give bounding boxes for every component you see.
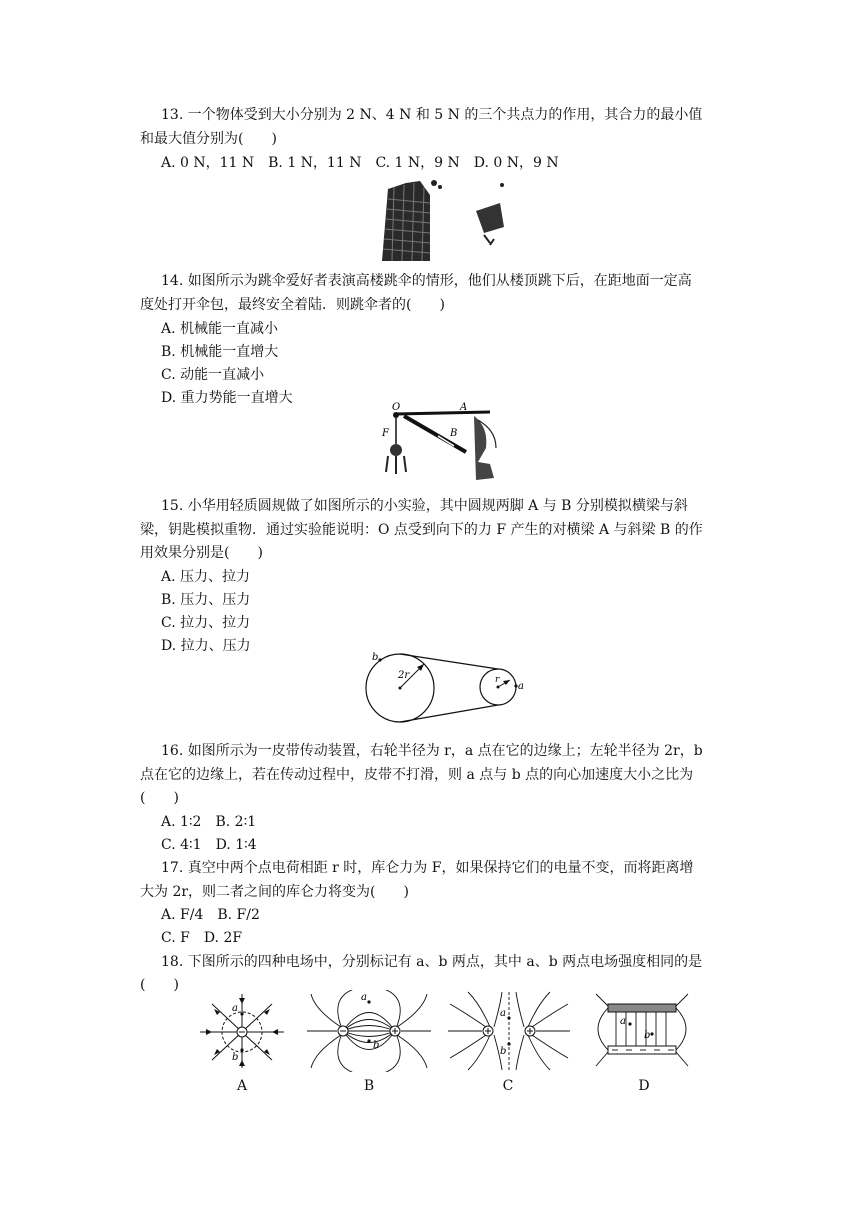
fig18b-point-b: b — [373, 1040, 380, 1051]
label-a-point: a — [518, 681, 524, 692]
field-d-figure — [586, 990, 698, 1072]
q15-line2: 梁，钥匙模拟重物．通过实验能说明：O 点受到向下的力 F 产生的对横梁 A 与斜梁 B 的作 — [140, 522, 703, 538]
caption-b: B — [363, 1078, 375, 1094]
compass-experiment-figure — [378, 400, 510, 482]
q14-line1: 14. 如图所示为跳伞爱好者表演高楼跳伞的情形，他们从楼顶跳下后，在距地面一定高 — [161, 273, 692, 289]
q16-line3: ( ) — [140, 790, 179, 806]
q16-options-1: A. 1∶2 B. 2∶1 — [161, 814, 257, 830]
label-2r: 2r — [398, 670, 410, 681]
caption-a: A — [236, 1078, 248, 1094]
fig18b-point-a: a — [361, 992, 367, 1003]
q18-line2: ( ) — [140, 977, 179, 993]
q15-option-d: D. 拉力、压力 — [161, 638, 251, 654]
fig18a-point-a: a — [232, 1003, 238, 1014]
fig18a-point-b: b — [232, 1052, 239, 1063]
q17-line1: 17. 真空中两个点电荷相距 r 时，库仑力为 F，如果保持它们的电量不变，而将距离增 — [161, 860, 694, 876]
q15-option-a: A. 压力、拉力 — [161, 569, 251, 585]
q16-options-2: C. 4∶1 D. 1∶4 — [161, 837, 257, 853]
q16-line2: 点在它的边缘上，若在传动过程中，皮带不打滑，则 a 点与 b 点的向心加速度大小之比为 — [140, 767, 694, 783]
field-a-figure — [196, 992, 288, 1070]
q14-line2: 度处打开伞包，最终安全着陆．则跳伞者的( ) — [140, 297, 445, 313]
q17-options-1: A. F/4 B. F/2 — [161, 907, 260, 923]
fig18d-point-b: b — [644, 1030, 651, 1041]
fig18c-point-a: a — [500, 1008, 506, 1019]
label-b: B — [450, 428, 458, 439]
q13-line2: 和最大值分别为( ) — [140, 131, 277, 147]
label-o: O — [392, 402, 401, 413]
q13-options: A. 0 N，11 N B. 1 N，11 N C. 1 N，9 N D. 0 N，9 N — [161, 155, 559, 171]
label-a: A — [460, 402, 468, 413]
caption-d: D — [638, 1078, 650, 1094]
q14-option-d: D. 重力势能一直增大 — [161, 390, 293, 406]
caption-c: C — [502, 1078, 514, 1094]
parachute-building-figure — [380, 175, 510, 261]
q14-option-b: B. 机械能一直增大 — [161, 344, 279, 360]
label-f: F — [382, 428, 389, 439]
field-c-figure — [446, 990, 572, 1072]
q15-option-c: C. 拉力、拉力 — [161, 615, 251, 631]
q14-option-c: C. 动能一直减小 — [161, 367, 265, 383]
label-b-point: b — [372, 652, 379, 663]
q17-options-2: C. F D. 2F — [161, 930, 243, 946]
q15-option-b: B. 压力、压力 — [161, 592, 251, 608]
q13-line1: 13. 一个物体受到大小分别为 2 N、4 N 和 5 N 的三个共点力的作用，其合力的最小值 — [161, 107, 703, 123]
fig18c-point-b: b — [500, 1046, 507, 1057]
q17-line2: 大为 2r，则二者之间的库仑力将变为( ) — [140, 884, 409, 900]
label-r: r — [495, 675, 500, 685]
q15-line3: 用效果分别是( ) — [140, 545, 263, 561]
q18-line1: 18. 下图所示的四种电场中，分别标记有 a、b 两点，其中 a、b 两点电场强度相同的是 — [161, 954, 703, 970]
q15-line1: 15. 小华用轻质圆规做了如图所示的小实验，其中圆规两脚 A 与 B 分别模拟横梁与斜 — [161, 498, 688, 514]
belt-drive-figure — [362, 650, 530, 728]
q16-line1: 16. 如图所示为一皮带传动装置，右轮半径为 r，a 点在它的边缘上；左轮半径为 2r，b — [161, 743, 703, 759]
fig18d-point-a: a — [620, 1016, 626, 1027]
q14-option-a: A. 机械能一直减小 — [161, 321, 279, 337]
field-b-figure — [305, 990, 433, 1072]
